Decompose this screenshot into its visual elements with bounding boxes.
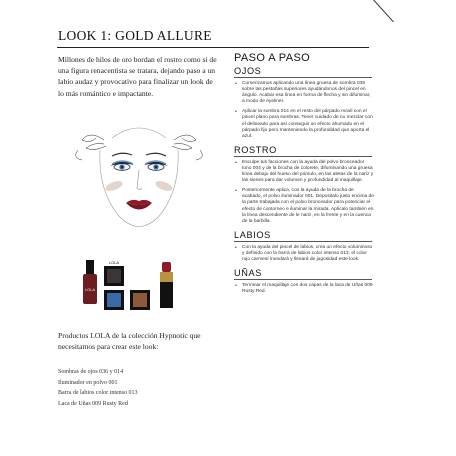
step-by-step-heading: PASO A PASO bbox=[234, 52, 311, 64]
step-item: • Aplicar la sombra 014 en el resto del párpado móvil con el pincel plano para sombras. Tener cuidado de no mezclar con el delineado para así conseguir un efecto ahumado en el párpado fijo pero manteniendo la profundidad que aporta el azul. bbox=[234, 109, 374, 139]
svg-text:LOLA: LOLA bbox=[84, 287, 96, 292]
section-face bbox=[234, 145, 374, 225]
section-divider bbox=[234, 77, 372, 78]
lipstick bbox=[160, 262, 173, 308]
section-divider bbox=[234, 156, 372, 157]
product-list bbox=[58, 367, 218, 409]
step-by-step-column bbox=[234, 52, 374, 300]
corner-fold-line bbox=[373, 0, 394, 22]
section-heading: UÑAS bbox=[234, 268, 262, 279]
product-photo-group bbox=[80, 258, 190, 318]
products-heading: Productos LOLA de la colección Hypnotic que necesitamos para crear este look: bbox=[58, 331, 201, 351]
step-list bbox=[234, 245, 374, 263]
nail-polish-bottle bbox=[83, 260, 97, 304]
face-outline bbox=[100, 128, 178, 227]
right-eye bbox=[144, 161, 168, 170]
section-divider bbox=[234, 241, 372, 242]
cheek-contour bbox=[104, 179, 174, 193]
intro-text: Millones de hilos de oro bordan el rostro como si de una figura renacentista se tratara, dejando paso a un labio audaz y provocativo para finalizar un look de lo más romántico e impactante. bbox=[58, 55, 217, 98]
nose bbox=[137, 170, 142, 190]
product-item: Sombras de ojos 036 y 014 bbox=[58, 369, 124, 375]
product-item: Barra de labios color intenso 013 bbox=[58, 390, 138, 397]
step-list bbox=[234, 160, 374, 225]
step-item: • Esculpe tus facciones con la ayuda del polvo bronceador tono 004 y de la brocha de colorete, difuminando una gruesa línea debajo del hueso del pómulo, en las aletas de la nariz y las sienes para dar volumen y profundidad al maquillaje. bbox=[234, 160, 374, 184]
step-list bbox=[234, 81, 374, 140]
step-item: • Posteriormente aplica, con la ayuda de la brocha de acabado, el polvo iluminador 001. Depositalo justo encima de la parte trabajada con el polvo bronceador para potenciar el efecto de contorneo e iluminar la mirada. Aplícalo también en la línea descendiente de le nariz, en la frente y en la cuenca de la barbilla. bbox=[234, 188, 374, 225]
eyeshadow-compact-dark bbox=[104, 260, 124, 286]
product-item: Iluminador en polvo 001 bbox=[58, 379, 118, 386]
section-lips bbox=[234, 230, 374, 263]
step-item: • Comenzamos aplicando una línea gruesa de sombra 036 sobre las pestañas superiores ayudándonos del pincel en ángulo. Acabar esa línea en forma de flecha y sin difuminar, a modo de eyeliner. bbox=[234, 81, 374, 105]
step-item: • Terminar el maquillaje con dos capas de la laca de Uñas 009 Rusty Red. bbox=[234, 283, 374, 295]
step-list bbox=[234, 283, 374, 295]
svg-text:LOLA: LOLA bbox=[108, 260, 120, 265]
section-heading: ROSTRO bbox=[234, 144, 277, 155]
title-divider bbox=[57, 47, 369, 48]
bronzer-compact bbox=[130, 290, 150, 310]
left-eye bbox=[110, 161, 134, 170]
page-title: LOOK 1: GOLD ALLURE bbox=[58, 28, 212, 43]
section-nails bbox=[234, 268, 374, 295]
face-chart-illustration bbox=[60, 120, 218, 240]
eyeshadow-compact-blue bbox=[104, 290, 124, 310]
section-heading: OJOS bbox=[234, 66, 262, 76]
section-divider bbox=[234, 279, 372, 280]
step-item: • Con la ayuda del pincel de labios, crea un efecto voluminoso y definido con la barra de labios color intenso 013, el color rojo carmesí inundará y llenará de jugosidad este look. bbox=[234, 245, 374, 263]
red-lips bbox=[126, 200, 152, 210]
eyebrows bbox=[112, 153, 166, 156]
product-item: Laca de Uñas 009 Rusty Red bbox=[58, 400, 128, 407]
gold-filigree-decoration bbox=[76, 135, 203, 160]
section-heading: LABIOS bbox=[234, 229, 271, 240]
section-eyes bbox=[234, 66, 374, 140]
